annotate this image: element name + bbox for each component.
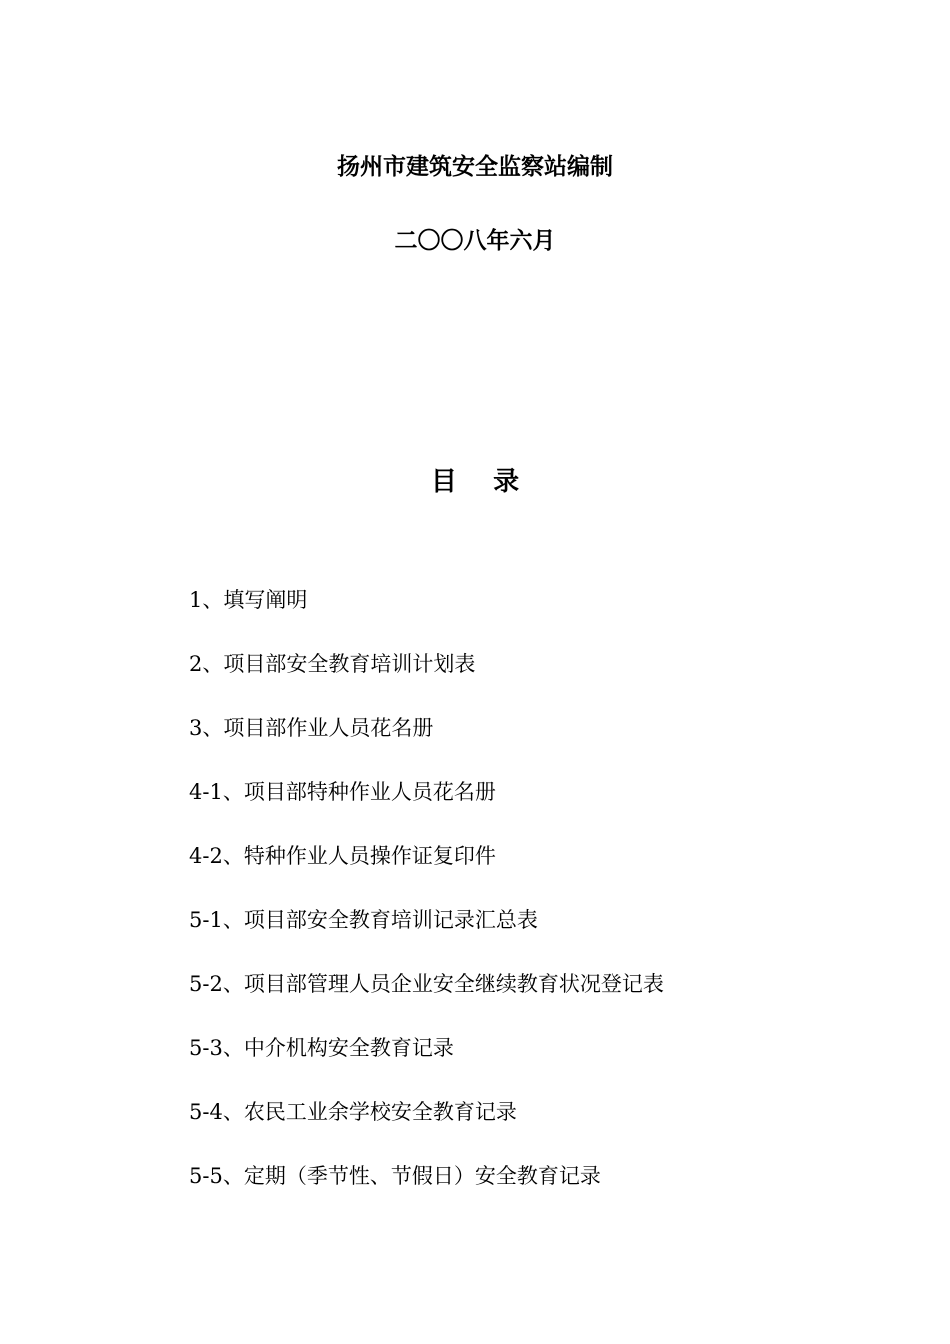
issuer-line: 扬州市建筑安全监察站编制 bbox=[337, 154, 613, 180]
toc-item: 5-5、定期（季节性、节假日）安全教育记录 bbox=[189, 1164, 601, 1188]
toc-item: 2、项目部安全教育培训计划表 bbox=[189, 652, 476, 676]
toc-item: 5-2、项目部管理人员企业安全继续教育状况登记表 bbox=[189, 972, 664, 996]
toc-heading: 目 录 bbox=[430, 467, 520, 497]
toc-item: 5-1、项目部安全教育培训记录汇总表 bbox=[189, 908, 538, 932]
toc-list bbox=[189, 584, 889, 1224]
toc-item: 3、项目部作业人员花名册 bbox=[189, 716, 434, 740]
toc-item: 5-4、农民工业余学校安全教育记录 bbox=[189, 1100, 517, 1124]
toc-item: 1、填写阐明 bbox=[189, 588, 308, 612]
date-line: 二〇〇八年六月 bbox=[394, 228, 556, 254]
toc-item: 4-1、项目部特种作业人员花名册 bbox=[189, 780, 496, 804]
toc-item: 5-3、中介机构安全教育记录 bbox=[189, 1036, 454, 1060]
toc-item: 4-2、特种作业人员操作证复印件 bbox=[189, 844, 496, 868]
